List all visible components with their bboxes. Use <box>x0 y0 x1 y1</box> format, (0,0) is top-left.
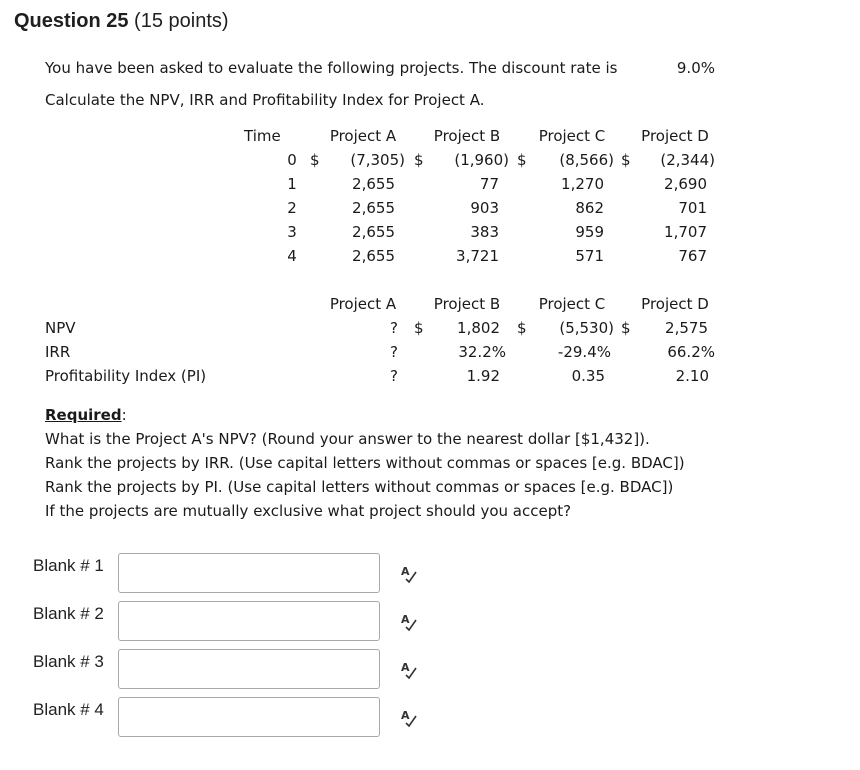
table-cell: 2,655 <box>352 175 395 193</box>
blank-label: Blank # 1 <box>33 556 104 575</box>
table-cell: 0.35 <box>571 367 605 385</box>
col-header-project-d: Project D <box>641 295 709 313</box>
required-line: Rank the projects by IRR. (Use capital letters without commas or spaces [e.g. BDAC]) <box>45 454 685 472</box>
dollar-sign: $ <box>621 151 631 169</box>
dollar-sign: $ <box>517 319 527 337</box>
table-cell: 571 <box>575 247 604 265</box>
dollar-sign: $ <box>310 151 320 169</box>
time-header: Time <box>244 127 281 145</box>
dollar-sign: $ <box>414 151 424 169</box>
table-cell: 2,690 <box>664 175 707 193</box>
table-cell: 2,655 <box>352 223 395 241</box>
spellcheck-icon[interactable] <box>399 659 421 681</box>
col-header-project-c: Project C <box>538 127 606 145</box>
question-number: Question 25 <box>14 10 129 32</box>
time-value: 1 <box>287 175 297 193</box>
table-cell: 2,655 <box>352 199 395 217</box>
table-cell: 383 <box>470 223 499 241</box>
table-cell: 1.92 <box>466 367 500 385</box>
table-cell: 2,575 <box>665 319 708 337</box>
table-cell: 66.2% <box>667 343 715 361</box>
table-cell: ? <box>390 319 398 337</box>
table-cell: 862 <box>575 199 604 217</box>
dollar-sign: $ <box>621 319 631 337</box>
required-line: What is the Project A's NPV? (Round your answer to the nearest dollar [$1,432]). <box>45 430 650 448</box>
intro-text: You have been asked to evaluate the following projects. The discount rate is <box>45 59 618 77</box>
col-header-project-a: Project A <box>329 295 397 313</box>
table-cell: 2.10 <box>675 367 709 385</box>
time-value: 3 <box>287 223 297 241</box>
dollar-sign: $ <box>414 319 424 337</box>
required-colon: : <box>121 406 127 424</box>
table-cell: 767 <box>678 247 707 265</box>
row-label-pi: Profitability Index (PI) <box>45 367 207 385</box>
col-header-project-b: Project B <box>433 127 501 145</box>
table-cell: (1,960) <box>454 151 509 169</box>
required-line: Rank the projects by PI. (Use capital letters without commas or spaces [e.g. BDAC]) <box>45 478 674 496</box>
spellcheck-icon[interactable] <box>399 611 421 633</box>
blank-2-input[interactable] <box>118 601 380 641</box>
required-line: If the projects are mutually exclusive what project should you accept? <box>45 502 572 520</box>
table-cell: 701 <box>678 199 707 217</box>
table-cell: 77 <box>479 175 499 193</box>
svg-text:A: A <box>401 565 410 578</box>
table-cell: (2,344) <box>660 151 715 169</box>
blank-label: Blank # 3 <box>33 652 104 671</box>
table-cell: ? <box>390 343 398 361</box>
spellcheck-icon[interactable] <box>399 563 421 585</box>
blank-1-input[interactable] <box>118 553 380 593</box>
blank-label: Blank # 4 <box>33 700 104 719</box>
table-cell: 3,721 <box>456 247 499 265</box>
table-cell: -29.4% <box>557 343 611 361</box>
required-heading <box>45 406 127 424</box>
time-value: 2 <box>287 199 297 217</box>
instruction-text: Calculate the NPV, IRR and Profitability Index for Project A. <box>45 91 485 109</box>
discount-rate: 9.0% <box>676 59 715 77</box>
col-header-project-b: Project B <box>433 295 501 313</box>
table-cell: 32.2% <box>458 343 506 361</box>
dollar-sign: $ <box>517 151 527 169</box>
table-cell: 1,270 <box>561 175 604 193</box>
time-value: 4 <box>287 247 297 265</box>
row-label-npv: NPV <box>45 319 76 337</box>
blank-3-input[interactable] <box>118 649 380 689</box>
row-label-irr: IRR <box>45 343 71 361</box>
col-header-project-c: Project C <box>538 295 606 313</box>
table-cell: 1,707 <box>664 223 707 241</box>
question-points: (15 points) <box>134 10 229 32</box>
svg-text:A: A <box>401 661 410 674</box>
table-cell: 959 <box>575 223 604 241</box>
blank-4-input[interactable] <box>118 697 380 737</box>
table-cell: 903 <box>470 199 499 217</box>
question-header <box>14 10 229 33</box>
svg-text:A: A <box>401 613 410 626</box>
table-cell: (5,530) <box>559 319 614 337</box>
svg-text:A: A <box>401 709 410 722</box>
table-cell: (7,305) <box>350 151 405 169</box>
table-cell: 2,655 <box>352 247 395 265</box>
blank-label: Blank # 2 <box>33 604 104 623</box>
col-header-project-a: Project A <box>329 127 397 145</box>
required-title: Required <box>45 406 122 424</box>
table-cell: (8,566) <box>559 151 614 169</box>
table-cell: ? <box>390 367 398 385</box>
table-cell: 1,802 <box>457 319 500 337</box>
time-value: 0 <box>287 151 297 169</box>
spellcheck-icon[interactable] <box>399 707 421 729</box>
col-header-project-d: Project D <box>641 127 709 145</box>
